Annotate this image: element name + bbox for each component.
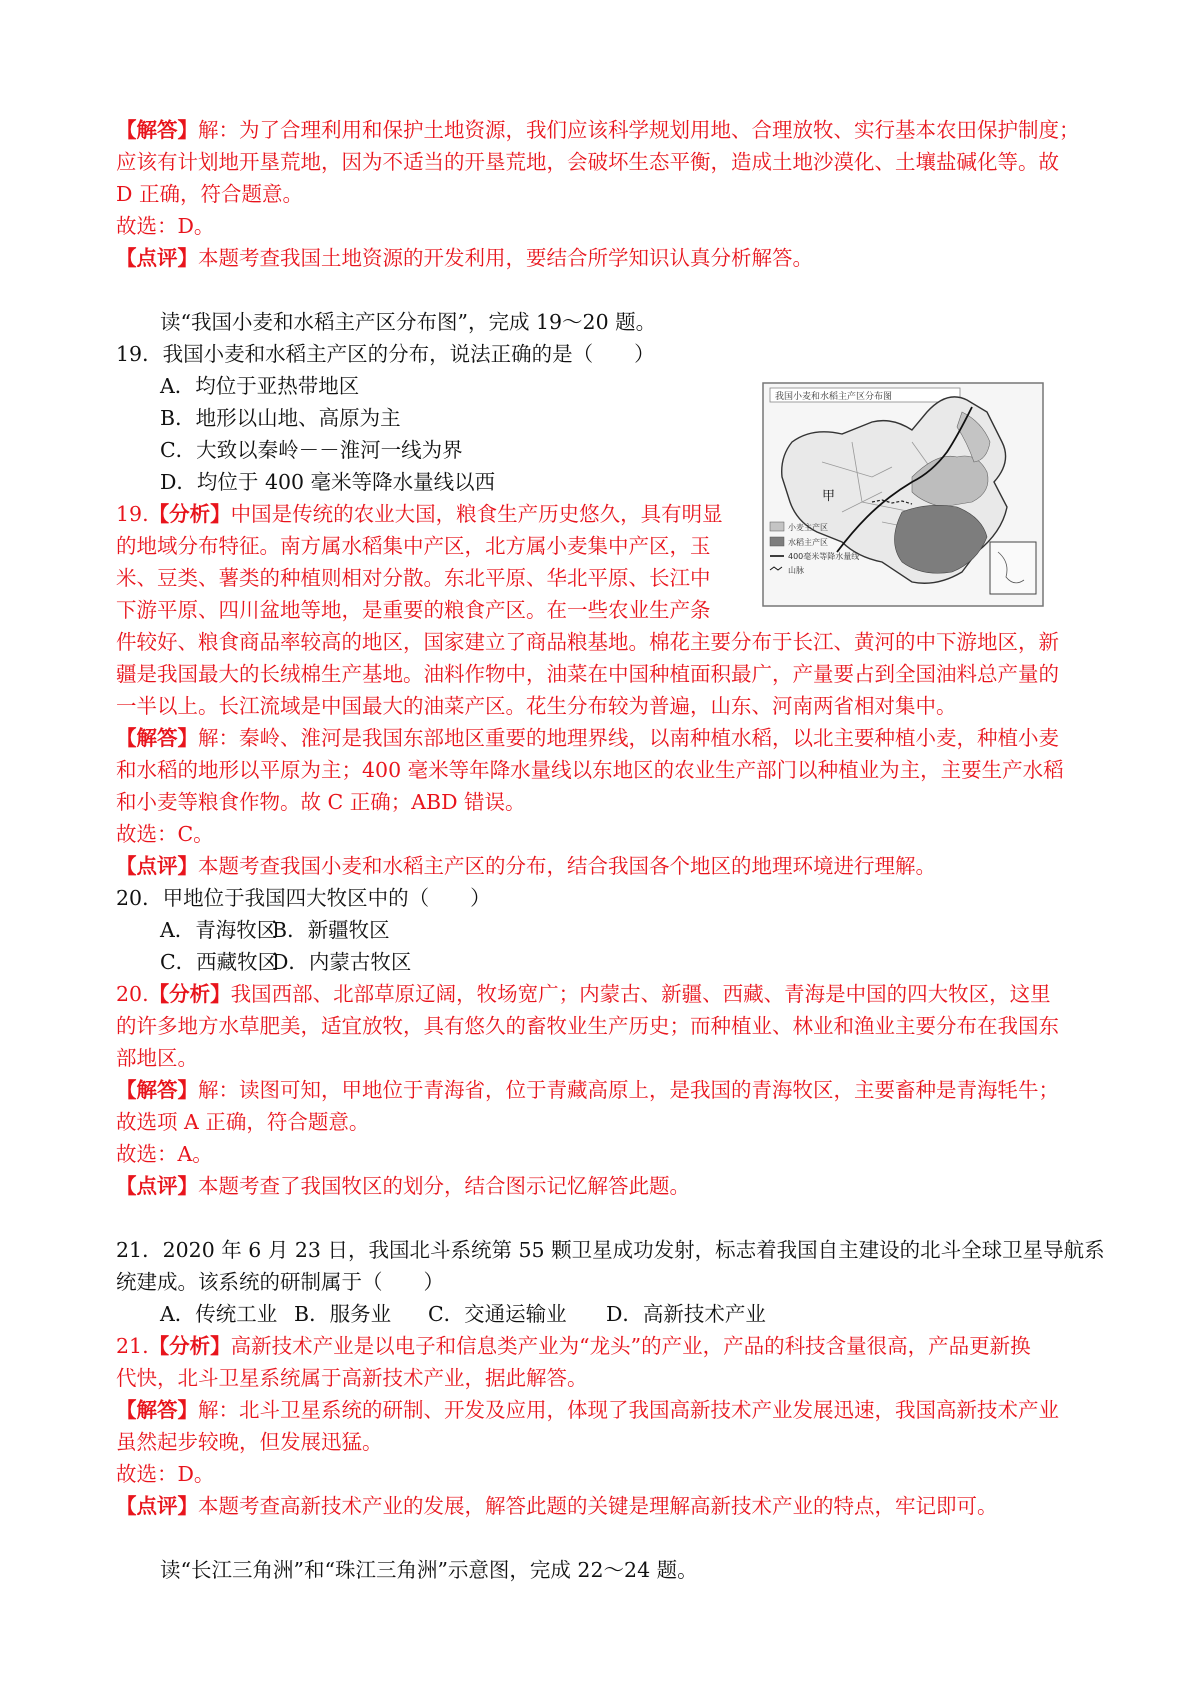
q18-answer-line-3: D 正确，符合题意。 [116, 182, 303, 206]
q21-analysis-line-1: 21.【分析】高新技术产业是以电子和信息类产业为“龙头”的产业，产品的科技含量很高，产品更新换 [116, 1334, 1031, 1358]
q21-stem-line-2: 统建成。该系统的研制属于（ ） [116, 1270, 444, 1294]
q19-analysis-line-4: 下游平原、四川盆地等地，是重要的粮食产区。在一些农业生产条 [116, 598, 711, 622]
q19-answer-line-2: 和水稻的地形以平原为主；400 毫米等年降水量线以东地区的农业生产部门以种植业为主，主要生产水稻 [116, 758, 1064, 782]
q20-stem: 20．甲地位于我国四大牧区中的（ ） [116, 886, 491, 910]
q18-answer-line-1: 【解答】解：为了合理利用和保护土地资源，我们应该科学规划用地、合理放牧、实行基本农田保护制度； [116, 118, 1080, 142]
q19-analysis-line-5: 件较好、粮食商品率较高的地区，国家建立了商品粮基地。棉花主要分布于长江、黄河的中下游地区，新 [116, 630, 1059, 654]
map-title: 我国小麦和水稻主产区分布图 [775, 392, 893, 402]
q21-option-d: D．高新技术产业 [606, 1302, 766, 1326]
q20-option-c: C．西藏牧区 [160, 950, 279, 974]
q19-choice: 故选：C。 [116, 822, 214, 846]
q19-analysis-line-3: 米、豆类、薯类的种植则相对分散。东北平原、华北平原、长江中 [116, 566, 711, 590]
q21-option-c: C．交通运输业 [428, 1302, 567, 1326]
q19-analysis-line-7: 一半以上。长江流域是中国最大的油菜产区。花生分布较为普遍，山东、河南两省相对集中。 [116, 694, 957, 718]
q20-option-d: D．内蒙古牧区 [272, 950, 412, 974]
q21-choice: 故选：D。 [116, 1462, 215, 1486]
q21-option-a: A．传统工业 [160, 1302, 278, 1326]
wheat-rice-map-figure [762, 382, 1044, 607]
q21-option-b: B．服务业 [294, 1302, 392, 1326]
q20-option-b: B．新疆牧区 [272, 918, 390, 942]
q19-analysis-line-2: 的地域分布特征。南方属水稻集中产区，北方属小麦集中产区，玉 [116, 534, 711, 558]
q19-answer-line-1: 【解答】解：秦岭、淮河是我国东部地区重要的地理界线，以南种植水稻，以北主要种植小麦，种植小麦 [116, 726, 1059, 750]
svg-text:小麦主产区: 小麦主产区 [788, 523, 828, 532]
svg-text:山脉: 山脉 [788, 566, 804, 575]
q20-options-row-1 [160, 915, 390, 945]
intro-22-24: 读“长江三角洲”和“珠江三角洲”示意图，完成 22～24 题。 [160, 1558, 698, 1582]
q19-option-c: C．大致以秦岭－－淮河一线为界 [160, 438, 463, 462]
q20-answer-line-1: 【解答】解：读图可知，甲地位于青海省，位于青藏高原上，是我国的青海牧区，主要畜种是青海牦牛； [116, 1078, 1059, 1102]
q18-comment: 【点评】本题考查我国土地资源的开发利用，要结合所学知识认真分析解答。 [116, 246, 813, 270]
q20-analysis-line-3: 部地区。 [116, 1046, 198, 1070]
q19-analysis-line-6: 疆是我国最大的长绒棉生产基地。油料作物中，油菜在中国种植面积最广，产量要占到全国油料总产量的 [116, 662, 1059, 686]
q19-answer-line-3: 和小麦等粮食作物。故 C 正确；ABD 错误。 [116, 790, 526, 814]
q21-analysis-line-2: 代快，北斗卫星系统属于高新技术产业，据此解答。 [116, 1366, 588, 1390]
q20-comment: 【点评】本题考查了我国牧区的划分，结合图示记忆解答此题。 [116, 1174, 690, 1198]
q21-comment: 【点评】本题考查高新技术产业的发展，解答此题的关键是理解高新技术产业的特点，牢记即可。 [116, 1494, 998, 1518]
q18-answer-line-2: 应该有计划地开垦荒地，因为不适当的开垦荒地，会破坏生态平衡，造成土地沙漠化、土壤盐碱化等。故 [116, 150, 1059, 174]
q20-analysis-line-1: 20.【分析】我国西部、北部草原辽阔，牧场宽广；内蒙古、新疆、西藏、青海是中国的四大牧区，这里 [116, 982, 1051, 1006]
q21-options-row [160, 1299, 766, 1329]
intro-19-20: 读“我国小麦和水稻主产区分布图”，完成 19～20 题。 [160, 310, 657, 334]
q19-option-a: A．均位于亚热带地区 [160, 374, 360, 398]
q19-option-b: B．地形以山地、高原为主 [160, 406, 401, 430]
china-map-image [762, 382, 1044, 607]
svg-text:400毫米等降水量线: 400毫米等降水量线 [788, 552, 860, 561]
q21-answer-line-2: 虽然起步较晚，但发展迅猛。 [116, 1430, 383, 1454]
q20-options-row-2 [160, 947, 411, 977]
q20-choice: 故选：A。 [116, 1142, 213, 1166]
q18-choice: 故选：D。 [116, 214, 215, 238]
q19-comment: 【点评】本题考查我国小麦和水稻主产区的分布，结合我国各个地区的地理环境进行理解。 [116, 854, 936, 878]
q20-analysis-line-2: 的许多地方水草肥美，适宜放牧，具有悠久的畜牧业生产历史；而种植业、林业和渔业主要分布在我国东 [116, 1014, 1059, 1038]
map-label-jia: 甲 [822, 489, 836, 504]
q21-stem-line-1: 21．2020 年 6 月 23 日，我国北斗系统第 55 颗卫星成功发射，标志着我国自主建设的北斗全球卫星导航系 [116, 1238, 1105, 1262]
svg-text:水稻主产区: 水稻主产区 [788, 538, 828, 547]
q19-analysis-line-1: 19.【分析】中国是传统的农业大国，粮食生产历史悠久，具有明显 [116, 502, 723, 526]
q20-option-a: A．青海牧区 [160, 918, 278, 942]
q19-stem: 19．我国小麦和水稻主产区的分布，说法正确的是（ ） [116, 342, 655, 366]
q21-answer-line-1: 【解答】解：北斗卫星系统的研制、开发及应用，体现了我国高新技术产业发展迅速，我国高新技术产业 [116, 1398, 1059, 1422]
q19-option-d: D．均位于 400 毫米等降水量线以西 [160, 470, 496, 494]
q20-answer-line-2: 故选项 A 正确，符合题意。 [116, 1110, 370, 1134]
